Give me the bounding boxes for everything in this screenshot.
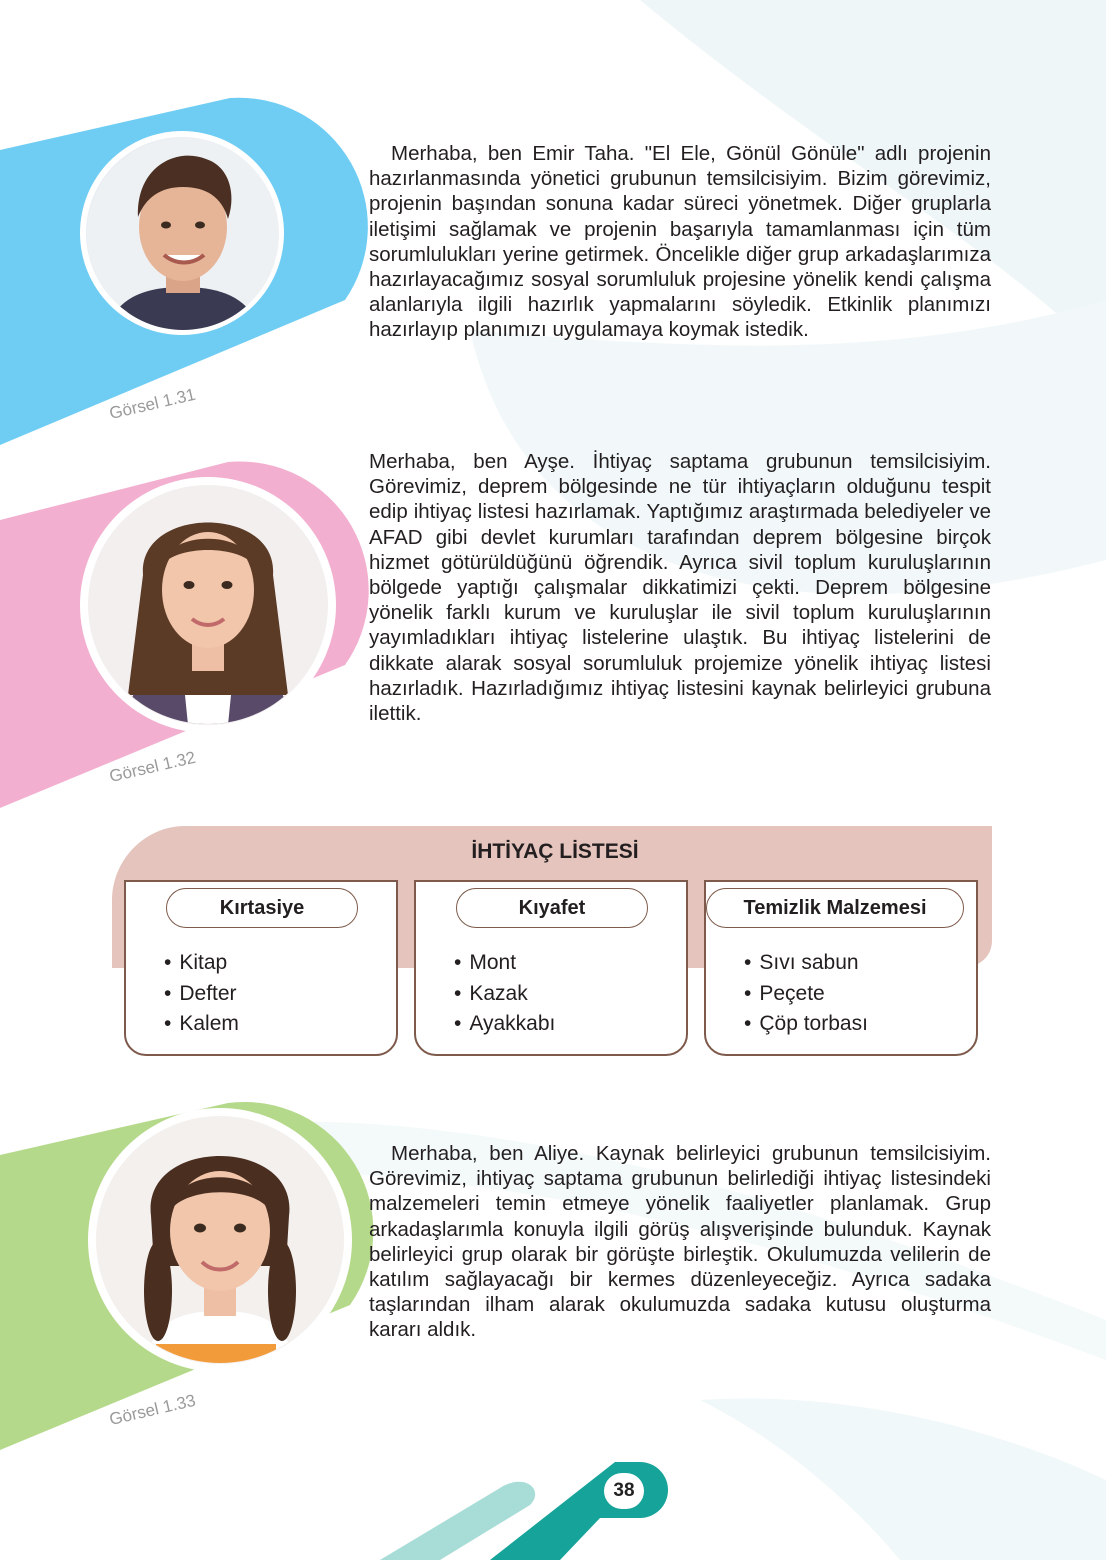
- category-label: Kıyafet: [456, 888, 648, 928]
- category-label: Kırtasiye: [166, 888, 358, 928]
- list-item: • Kitap: [164, 948, 239, 979]
- category-items: [454, 948, 555, 1040]
- list-item: • Defter: [164, 979, 239, 1010]
- background-arc: [700, 1398, 1106, 1560]
- image-caption-2: Görsel 1.32: [107, 747, 198, 787]
- list-item: • Mont: [454, 948, 555, 979]
- page-number: 38: [604, 1473, 644, 1509]
- category-label: Temizlik Malzemesi: [706, 888, 964, 928]
- list-item: • Çöp torbası: [744, 1009, 868, 1040]
- image-caption-1: Görsel 1.31: [107, 384, 198, 424]
- paragraph-aliye: Merhaba, ben Aliye. Kaynak belirleyici grubunun temsilcisiyim. Görevimiz, ihtiyaç saptama grubunun belirlediği ihtiyaç listesindeki malzemeleri temin etmeye yönelik faaliyetler planlamak. Grup arkadaşlarımla konuyla ilgili görüş alışverişinde bulunduk. Kaynak belirleyici grup olarak bir görüşte birleştik. Okulumuzda velilerin de katılım sağlayacağı bir kermes düzenleyeceğiz. Ayrıca sadaka taşlarından ilham alarak okulumuzda sadaka kutusu oluşturma kararı aldık.: [369, 1142, 991, 1342]
- category-card-cleaning: [704, 880, 978, 1056]
- list-item: • Sıvı sabun: [744, 948, 868, 979]
- paragraph-ayse: Merhaba, ben Ayşe. İhtiyaç saptama grubunun temsilcisiyim. Görevimiz, deprem bölgesinde ne tür ihtiyaçların olduğunu tespit edip ihtiyaç listesi hazırlamak. Yaptığımız araştırmada belediyeler ve AFAD gibi devlet kurumları tarafından deprem bölgesine birçok hizmet götürüldüğünü öğrendik. Ayrıca sivil toplum kuruluşlarının bölgede yaptığı çalışmalar dikkatimizi çekti. Deprem bölgesine yönelik farklı kurum ve kuruluşlar ile sivil toplum kuruluşlarının yayımladıkları ihtiyaç listelerine ulaştık. Bu ihtiyaç listelerini de dikkate alarak sosyal sorumluluk projemize yönelik ihtiyaç listesi hazırladık. Hazırladığımız ihtiyaç listesini kaynak belirleyici grubuna ilettik.: [369, 450, 991, 726]
- paragraph-emir-taha: Merhaba, ben Emir Taha. "El Ele, Gönül Gönüle" adlı projenin hazırlanmasında yönetici grubunun temsilcisiyim. Bizim görevimiz, projenin başından sonuna kadar süreci yönetmek. Diğer gruplarla iletişimi sağlamak ve projenin başarıyla tamamlanması için tüm sorumlulukları yerine getirmek. Öncelikle diğer grup arkadaşlarımıza hazırlayacağımız sosyal sorumluluk projesine yönelik kendi çalışma alanlarıyla ilgili hazırlık yapmalarını söyledik. Etkinlik planımızı hazırlayıp planımızı uygulamaya koymak istedik.: [369, 142, 991, 342]
- category-card-clothing: [414, 880, 688, 1056]
- category-items: [744, 948, 868, 1040]
- image-caption-3: Görsel 1.33: [107, 1390, 198, 1430]
- category-items: [164, 948, 239, 1040]
- list-item: • Peçete: [744, 979, 868, 1010]
- portrait-emir-taha: [86, 137, 280, 331]
- portrait-aliye: [96, 1116, 344, 1364]
- portrait-ayse: [88, 485, 328, 725]
- list-item: • Kazak: [454, 979, 555, 1010]
- list-item: • Ayakkabı: [454, 1009, 555, 1040]
- needs-list-title: İHTİYAÇ LİSTESİ: [471, 840, 639, 863]
- category-card-stationery: [124, 880, 398, 1056]
- list-item: • Kalem: [164, 1009, 239, 1040]
